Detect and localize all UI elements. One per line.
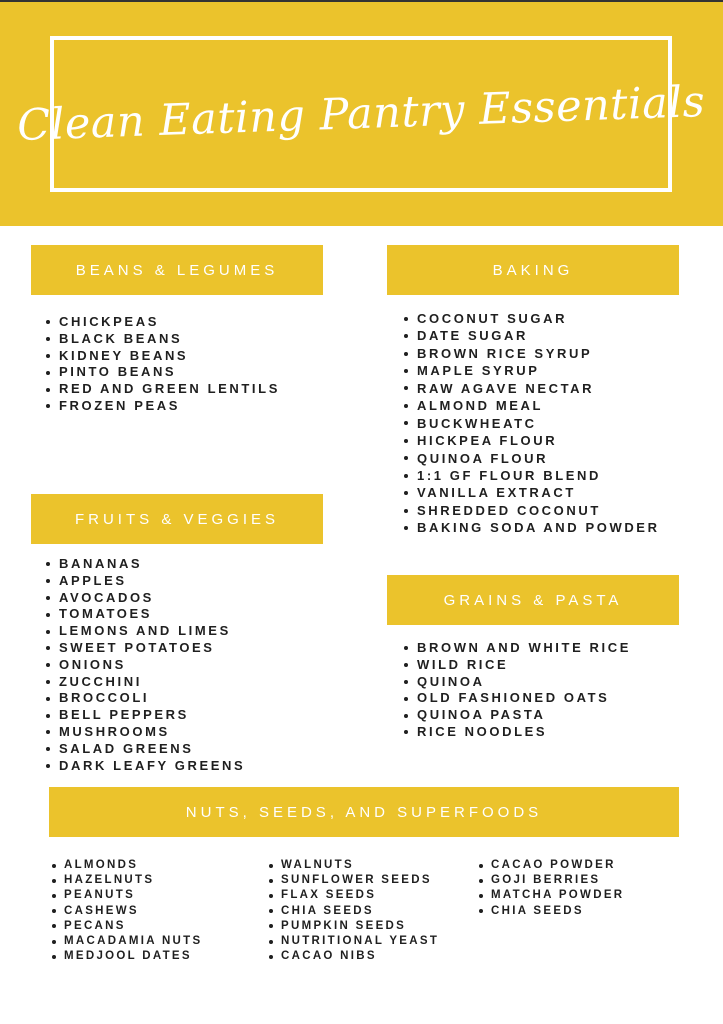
list-item: SUNFLOWER SEEDS [269, 873, 439, 888]
list-item: BAKING SODA AND POWDER [404, 519, 660, 536]
list-item: APPLES [46, 573, 245, 590]
list-item: CASHEWS [52, 904, 202, 919]
list-item: QUINOA PASTA [404, 707, 631, 724]
section-heading-grains-label: GRAINS & PASTA [443, 591, 623, 609]
list-item: HAZELNUTS [52, 873, 202, 888]
list-item: VANILLA EXTRACT [404, 484, 660, 501]
section-heading-baking [387, 245, 679, 295]
nuts-list-col3 [479, 858, 624, 919]
list-item: BUCKWHEATC [404, 415, 660, 432]
section-heading-fruits [31, 494, 323, 544]
list-item: OLD FASHIONED OATS [404, 690, 631, 707]
list-item: CHIA SEEDS [269, 904, 439, 919]
list-item: SWEET POTATOES [46, 640, 245, 657]
list-item: QUINOA FLOUR [404, 450, 660, 467]
beans-list [46, 314, 280, 415]
section-heading-nuts-label: NUTS, SEEDS, AND SUPERFOODS [185, 803, 543, 821]
section-heading-beans [31, 245, 323, 295]
title-frame [16, 36, 706, 192]
list-item: CACAO POWDER [479, 858, 624, 873]
list-item: ALMOND MEAL [404, 397, 660, 414]
section-heading-baking-label: BAKING [492, 261, 574, 279]
list-item: 1:1 GF FLOUR BLEND [404, 467, 660, 484]
list-item: FLAX SEEDS [269, 888, 439, 903]
list-item: RICE NOODLES [404, 724, 631, 741]
list-item: FROZEN PEAS [46, 398, 280, 415]
list-item: PEANUTS [52, 888, 202, 903]
list-item: BANANAS [46, 556, 245, 573]
list-item: WALNUTS [269, 858, 439, 873]
list-item: LEMONS AND LIMES [46, 623, 245, 640]
list-item: BELL PEPPERS [46, 707, 245, 724]
list-item: BROWN AND WHITE RICE [404, 640, 631, 657]
list-item: ONIONS [46, 657, 245, 674]
list-item: ALMONDS [52, 858, 202, 873]
grains-list [404, 640, 631, 741]
section-heading-grains [387, 575, 679, 625]
list-item: NUTRITIONAL YEAST [269, 934, 439, 949]
list-item: GOJI BERRIES [479, 873, 624, 888]
list-item: CHICKPEAS [46, 314, 280, 331]
header-band [0, 2, 723, 226]
list-item: WILD RICE [404, 657, 631, 674]
baking-list [404, 310, 660, 537]
list-item: RAW AGAVE NECTAR [404, 380, 660, 397]
list-item: KIDNEY BEANS [46, 348, 280, 365]
list-item: PECANS [52, 919, 202, 934]
list-item: SHREDDED COCONUT [404, 502, 660, 519]
list-item: DATE SUGAR [404, 327, 660, 344]
page-title: Clean Eating Pantry Essentials [16, 77, 706, 151]
list-item: RED AND GREEN LENTILS [46, 381, 280, 398]
list-item: AVOCADOS [46, 590, 245, 607]
list-item: MEDJOOL DATES [52, 949, 202, 964]
list-item: DARK LEAFY GREENS [46, 758, 245, 775]
section-heading-beans-label: BEANS & LEGUMES [75, 261, 279, 279]
nuts-list-col1 [52, 858, 202, 964]
list-item: QUINOA [404, 674, 631, 691]
list-item: CHIA SEEDS [479, 904, 624, 919]
list-item: MACADAMIA NUTS [52, 934, 202, 949]
list-item: MUSHROOMS [46, 724, 245, 741]
section-heading-fruits-label: FRUITS & VEGGIES [74, 510, 280, 528]
nuts-list-col2 [269, 858, 439, 964]
section-heading-nuts [49, 787, 679, 837]
list-item: COCONUT SUGAR [404, 310, 660, 327]
list-item: ZUCCHINI [46, 674, 245, 691]
list-item: SALAD GREENS [46, 741, 245, 758]
list-item: MATCHA POWDER [479, 888, 624, 903]
list-item: TOMATOES [46, 606, 245, 623]
list-item: MAPLE SYRUP [404, 362, 660, 379]
list-item: BROWN RICE SYRUP [404, 345, 660, 362]
list-item: PUMPKIN SEEDS [269, 919, 439, 934]
list-item: BROCCOLI [46, 690, 245, 707]
list-item: CACAO NIBS [269, 949, 439, 964]
list-item: HICKPEA FLOUR [404, 432, 660, 449]
list-item: PINTO BEANS [46, 364, 280, 381]
fruits-list [46, 556, 245, 774]
list-item: BLACK BEANS [46, 331, 280, 348]
